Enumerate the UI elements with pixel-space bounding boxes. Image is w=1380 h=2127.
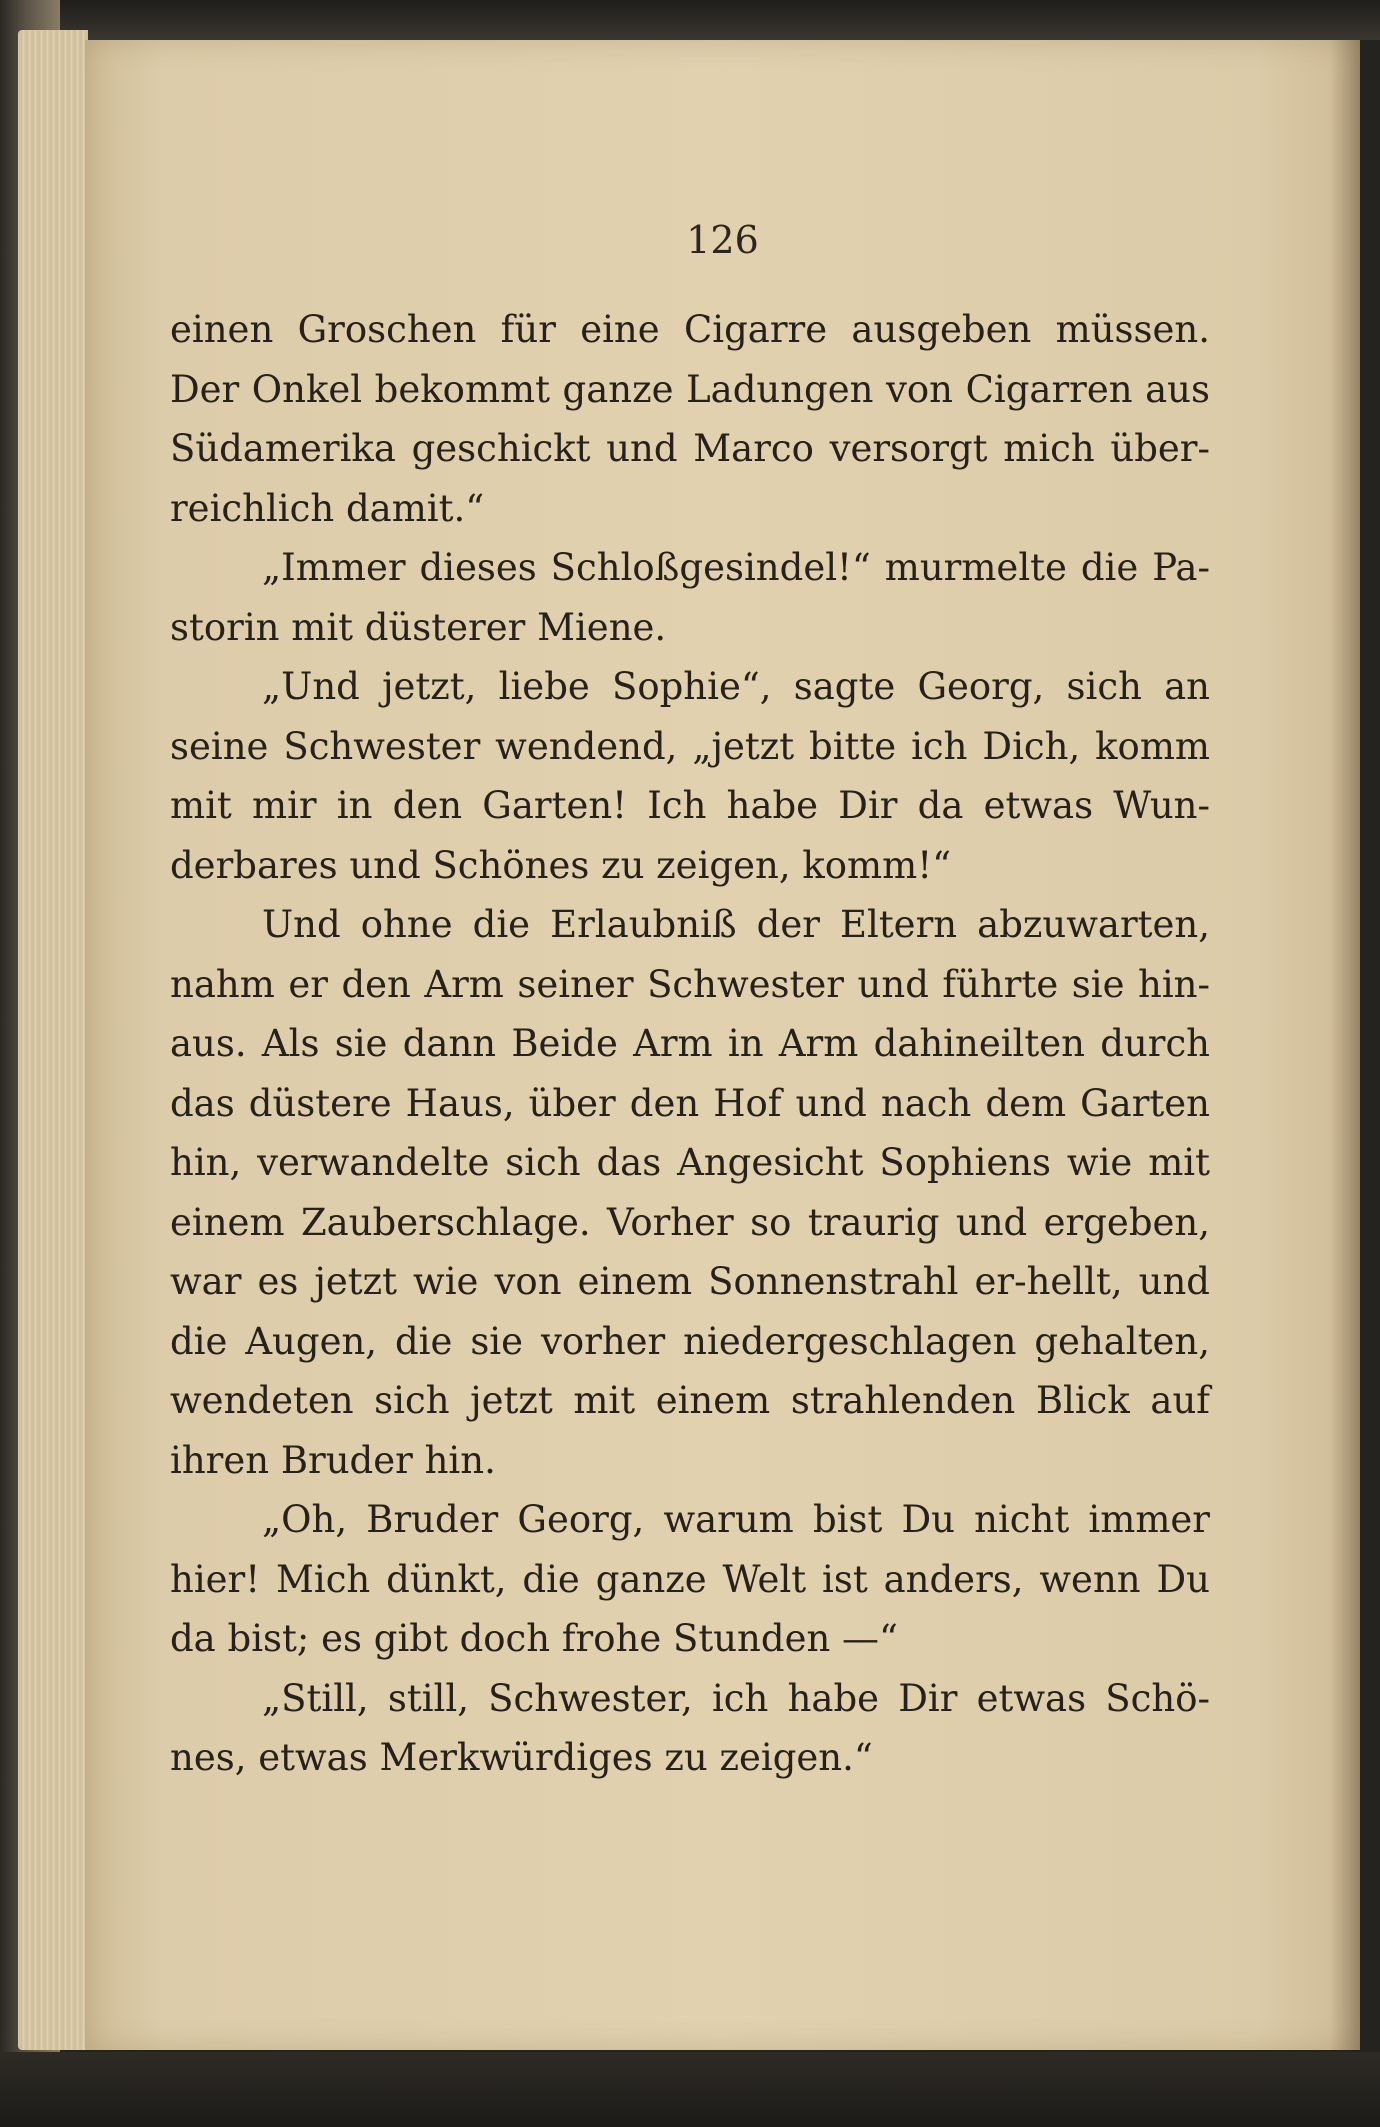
scan-bottom-border xyxy=(0,2052,1380,2127)
paragraph: „Und jetzt, liebe Sophie“, sagte Georg, sich an seine Schwester wendend, „jetzt bitte ich Dich, komm mit mir in den Garten! Ich habe Dir da etwas Wun-derbares und Schönes zu zeigen, komm!“ xyxy=(170,665,1210,887)
paragraph: „Still, still, Schwester, ich habe Dir etwas Schö-nes, etwas Merkwürdiges zu zeigen.“ xyxy=(170,1676,1210,1779)
paragraph: Und ohne die Erlaubniß der Eltern abzuwarten, nahm er den Arm seiner Schwester und führte sie hin-aus. Als sie dann Beide Arm in Arm dahineilten durch das düstere Haus, über den Hof und nach dem Garten hin, verwandelte sich das Angesicht Sophiens wie mit einem Zauberschlage. Vorher so traurig und ergeben, war es jetzt wie von einem Sonnenstrahl er-hellt, und die Augen, die sie vorher niedergeschlagen gehalten, wendeten sich jetzt mit einem strahlenden Blick auf ihren Bruder hin. xyxy=(170,903,1210,1482)
paragraph: „Oh, Bruder Georg, warum bist Du nicht immer hier! Mich dünkt, die ganze Welt ist anders, wenn Du da bist; es gibt doch frohe Stunden —“ xyxy=(170,1498,1210,1660)
body-text xyxy=(170,300,1210,1788)
paragraph-continuation: einen Groschen für eine Cigarre ausgeben müssen. Der Onkel bekommt ganze Ladungen von Cigarren aus Südamerika geschickt und Marco versorgt mich über-reichlich damit.“ xyxy=(170,308,1210,530)
page-number: 126 xyxy=(686,218,759,262)
page-gutter-shadow xyxy=(1330,40,1360,2050)
scan-top-border xyxy=(0,0,1380,40)
page-stack-edge xyxy=(18,30,88,2050)
paragraph: „Immer dieses Schloßgesindel!“ murmelte die Pa-storin mit düsterer Miene. xyxy=(170,546,1210,649)
